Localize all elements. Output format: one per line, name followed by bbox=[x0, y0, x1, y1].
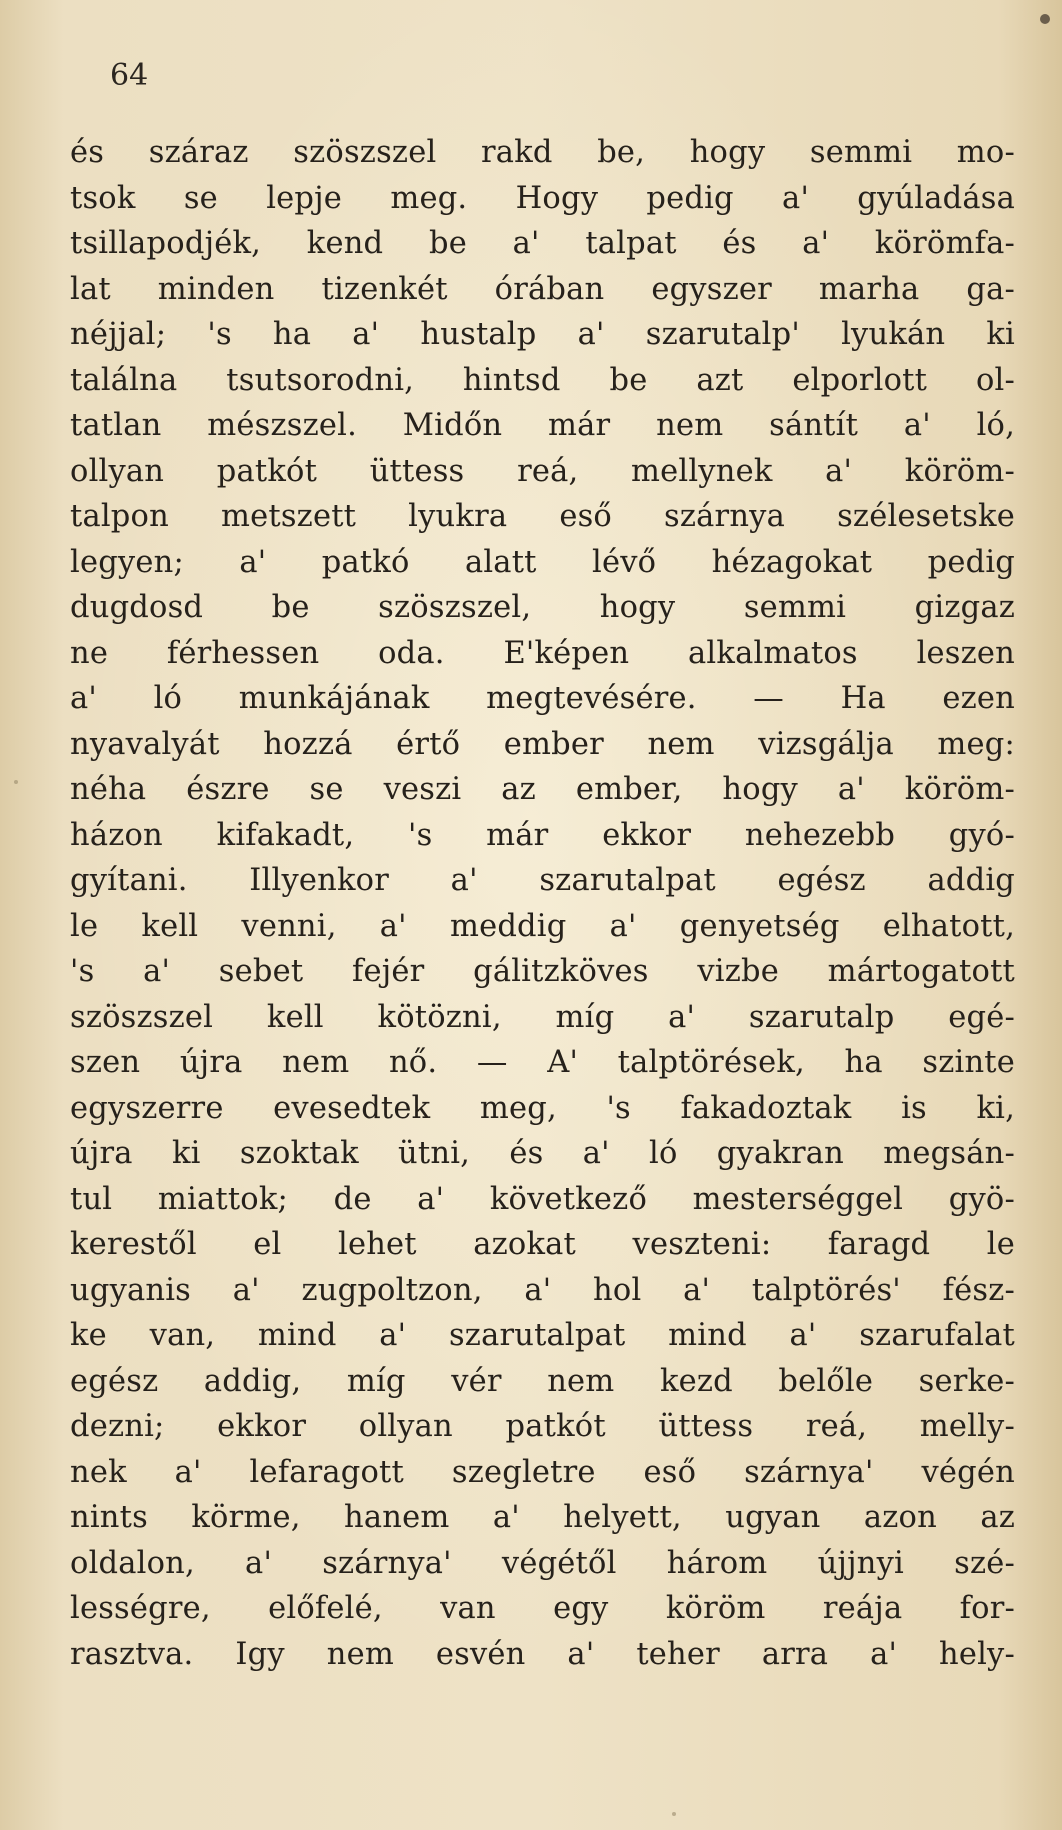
text-line: ollyan patkót üttess reá, mellynek a' köröm- bbox=[70, 453, 1015, 489]
text-line: 's a' sebet fejér gálitzköves vizbe mártogatott bbox=[70, 954, 1015, 989]
text-line: egész addig, míg vér nem kezd belőle serke- bbox=[70, 1363, 1015, 1399]
margin-speck bbox=[14, 780, 18, 784]
margin-speck bbox=[672, 1812, 676, 1816]
body-text bbox=[70, 130, 1015, 1677]
text-line: talpon metszett lyukra eső szárnya szélesetske bbox=[70, 499, 1015, 534]
text-line: tsok se lepje meg. Hogy pedig a' gyúladása bbox=[70, 180, 1015, 216]
text-line: tsillapodjék, kend be a' talpat és a' körömfa- bbox=[70, 226, 1015, 261]
text-line: lességre, előfelé, van egy köröm reája for- bbox=[70, 1591, 1015, 1626]
text-line: dezni; ekkor ollyan patkót üttess reá, melly- bbox=[70, 1409, 1015, 1444]
text-line: nints körme, hanem a' helyett, ugyan azon az bbox=[70, 1500, 1015, 1535]
text-line: kerestől el lehet azokat veszteni: faragd le bbox=[70, 1227, 1015, 1262]
text-line: ugyanis a' zugpoltzon, a' hol a' talptörés' fész- bbox=[70, 1272, 1015, 1308]
text-line: szöszszel kell kötözni, míg a' szarutalp egé- bbox=[70, 999, 1015, 1035]
text-line: gyítani. Illyenkor a' szarutalpat egész addig bbox=[70, 863, 1015, 898]
text-line: legyen; a' patkó alatt lévő hézagokat pedig bbox=[70, 544, 1015, 580]
text-line: találna tsutsorodni, hintsd be azt elporlott ol- bbox=[70, 362, 1015, 398]
text-line: tul miattok; de a' következő mesterséggel gyö- bbox=[70, 1181, 1015, 1217]
text-line: újra ki szoktak ütni, és a' ló gyakran megsán- bbox=[70, 1136, 1015, 1171]
margin-speck bbox=[1040, 14, 1050, 24]
text-line: dugdosd be szöszszel, hogy semmi gizgaz bbox=[70, 590, 1015, 625]
text-line: rasztva. Igy nem esvén a' teher arra a' hely- bbox=[70, 1636, 1015, 1672]
text-line: tatlan mészszel. Midőn már nem sántít a' ló, bbox=[70, 408, 1015, 443]
text-line: nyavalyát hozzá értő ember nem vizsgálja meg: bbox=[70, 726, 1015, 762]
text-line: oldalon, a' szárnya' végétől három újjnyi szé- bbox=[70, 1545, 1015, 1581]
text-line: a' ló munkájának megtevésére. — Ha ezen bbox=[70, 681, 1015, 716]
text-line: egyszerre evesedtek meg, 's fakadoztak is ki, bbox=[70, 1090, 1015, 1126]
text-line: és száraz szöszszel rakd be, hogy semmi mo- bbox=[70, 135, 1015, 170]
text-line: le kell venni, a' meddig a' genyetség elhatott, bbox=[70, 908, 1015, 944]
text-line: ke van, mind a' szarutalpat mind a' szarufalat bbox=[70, 1318, 1015, 1353]
text-line: néjjal; 's ha a' hustalp a' szarutalp' lyukán ki bbox=[70, 317, 1015, 352]
text-line: néha észre se veszi az ember, hogy a' köröm- bbox=[70, 772, 1015, 807]
text-line: lat minden tizenkét órában egyszer marha ga- bbox=[70, 271, 1015, 307]
page-number: 64 bbox=[110, 58, 149, 93]
text-line: házon kifakadt, 's már ekkor nehezebb gyó- bbox=[70, 817, 1015, 853]
text-line: ne férhessen oda. E'képen alkalmatos leszen bbox=[70, 635, 1015, 671]
text-line: szen újra nem nő. — A' talptörések, ha szinte bbox=[70, 1045, 1015, 1080]
text-line: nek a' lefaragott szegletre eső szárnya' végén bbox=[70, 1454, 1015, 1490]
